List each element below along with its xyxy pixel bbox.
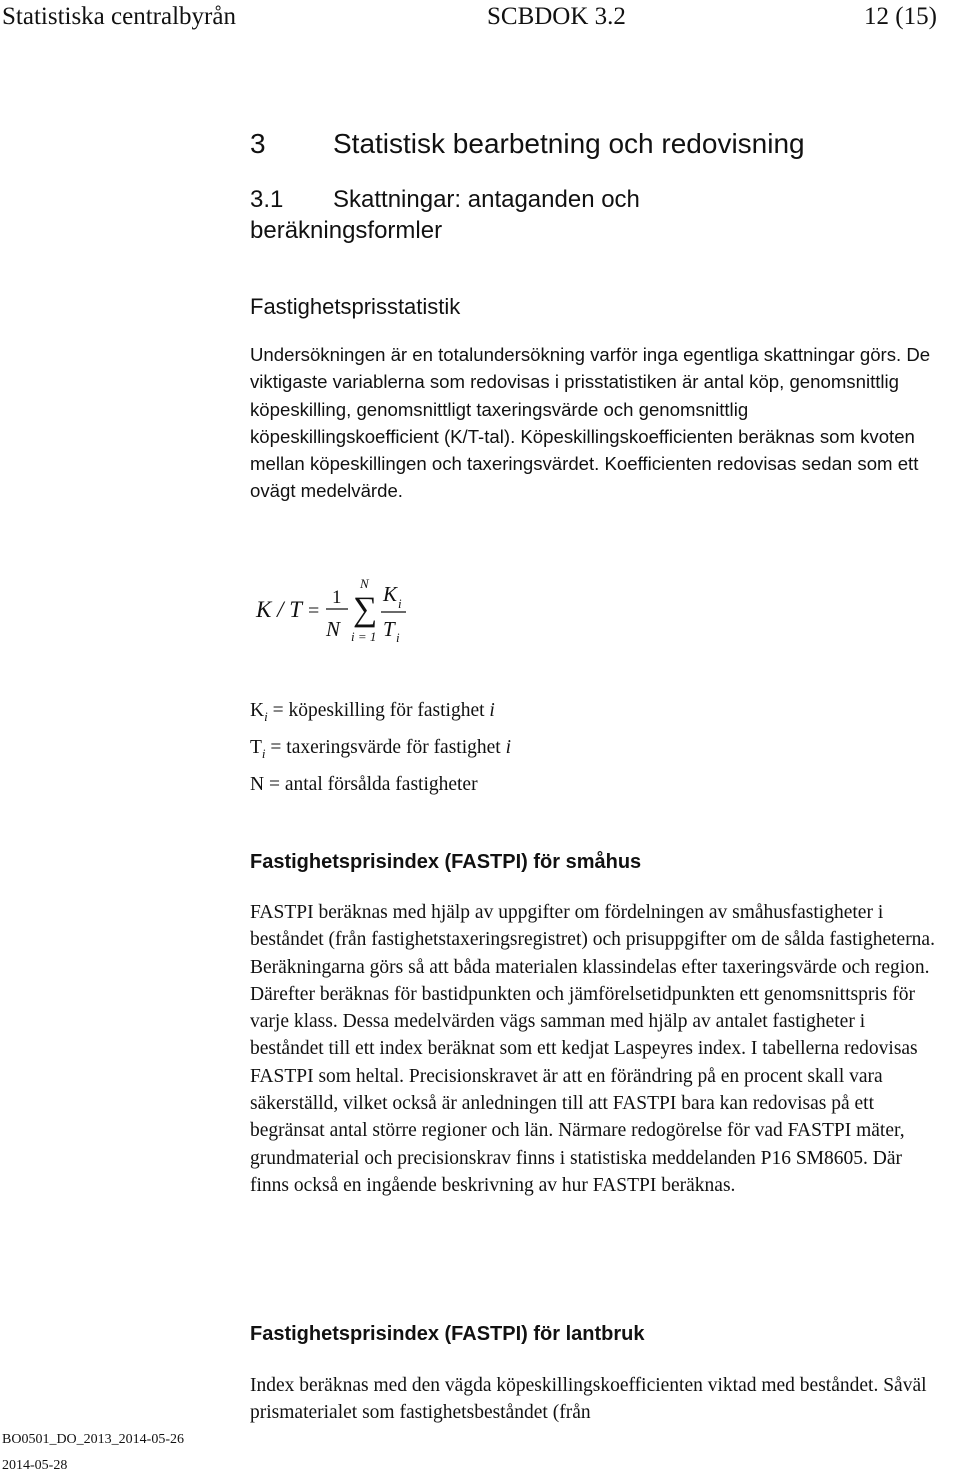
formula-denominator-sub: i bbox=[396, 630, 400, 645]
definition-subscript: i bbox=[264, 708, 268, 724]
definition-text: = köpeskilling för fastighet bbox=[267, 700, 490, 721]
subsection-number: 3.1 bbox=[250, 186, 284, 213]
formula-numerator: K bbox=[383, 582, 398, 606]
section-number: 3 bbox=[250, 128, 266, 159]
footer-date: 2014-05-28 bbox=[2, 1458, 68, 1473]
definition-variable: i bbox=[505, 737, 512, 758]
definition-text: = taxeringsvärde för fastighet bbox=[265, 737, 506, 758]
formula-numerator-sub: i bbox=[398, 596, 402, 611]
definition-t bbox=[250, 736, 511, 766]
definition-symbol: T bbox=[250, 737, 262, 758]
fastighetsprisstatistik-paragraph: Undersökningen är en totalundersökning varför inga egentliga skattningar görs. De viktigaste variablerna som redovisas i prisstatistiken är antal köp, genomsnittlig köpeskilling, genomsnittligt taxeringsvärde och genomsnittlig köpeskillingskoefficient (K/T-tal). Köpeskillingskoefficienten beräknas som kvoten mellan köpeskillingen och taxeringsvärdet. Koefficienten redovisas sedan som ett ovägt medelvärde. bbox=[250, 344, 931, 502]
fastpi-smahus-paragraph: FASTPI beräknas med hjälp av uppgifter om fördelningen av småhusfastigheter i beståndet (från fastighetstaxeringsregistret) och prisuppgifter om de sålda fastigheterna. Beräkningarna görs så att båda materialen klassindelas efter taxeringsvärde och region. Därefter beräknas för bastidpunkten och jämförelsetidpunkten ett genomsnittspris för varje klass. Dessa medelvärden vägs samman med hjälp av antalet fastigheter i beståndet till ett index beräknat som ett kedjat Laspeyres index. I tabellerna redovisas FASTPI som heltal. Precisionskravet är att en förändring på en procent skall vara säkerställd, vilket också är anledningen till att FASTPI bara kan redovisas på ett begränsat antal större regioner och län. Närmare redogörelse för vad FASTPI mäter, grundmaterial och precisionskrav finns i statistiska meddelanden P16 SM8605. Där finns också en ingående beskrivning av hur FASTPI beräknas. bbox=[250, 902, 935, 1196]
definition-symbol: K bbox=[250, 700, 265, 721]
fastpi-smahus-heading: Fastighetsprisindex (FASTPI) för småhus bbox=[250, 851, 642, 873]
fastpi-lantbruk-paragraph: Index beräknas med den vägda köpeskillingskoefficienten viktad med beståndet. Såväl prismaterialet som fastighetsbeståndet (från bbox=[250, 1375, 927, 1424]
formula-lhs: K / T bbox=[256, 597, 303, 622]
definition-text: = antal försålda fastigheter bbox=[264, 774, 478, 795]
footer-doc-ref: BO0501_DO_2013_2014-05-26 bbox=[2, 1432, 184, 1447]
subsection-title-line2: beräkningsformler bbox=[250, 217, 443, 244]
header-organization: Statistiska centralbyrån bbox=[2, 3, 236, 30]
sigma-icon: ∑ bbox=[353, 591, 378, 628]
header-doc-id: SCBDOK 3.2 bbox=[487, 3, 626, 30]
section-title: Statistisk bearbetning och redovisning bbox=[333, 128, 805, 159]
definition-variable: i bbox=[489, 700, 495, 721]
fastighetsprisstatistik-heading: Fastighetsprisstatistik bbox=[250, 294, 461, 319]
definition-k bbox=[250, 699, 495, 729]
definition-symbol: N bbox=[250, 774, 265, 795]
header-page-number: 12 (15) bbox=[864, 3, 937, 30]
definition-n bbox=[250, 773, 478, 797]
formula-sum-lower: i = 1 bbox=[351, 629, 377, 644]
formula-one: 1 bbox=[332, 587, 342, 608]
fastpi-lantbruk-heading: Fastighetsprisindex (FASTPI) för lantbruk bbox=[250, 1323, 645, 1345]
formula-big-n: N bbox=[326, 617, 341, 641]
formula-denominator: T bbox=[383, 617, 395, 641]
formula-sum-upper: N bbox=[360, 576, 369, 591]
subsection-title-line1: Skattningar: antaganden och bbox=[333, 186, 640, 213]
definition-subscript: i bbox=[261, 745, 266, 761]
formula-equals: = bbox=[308, 600, 320, 622]
